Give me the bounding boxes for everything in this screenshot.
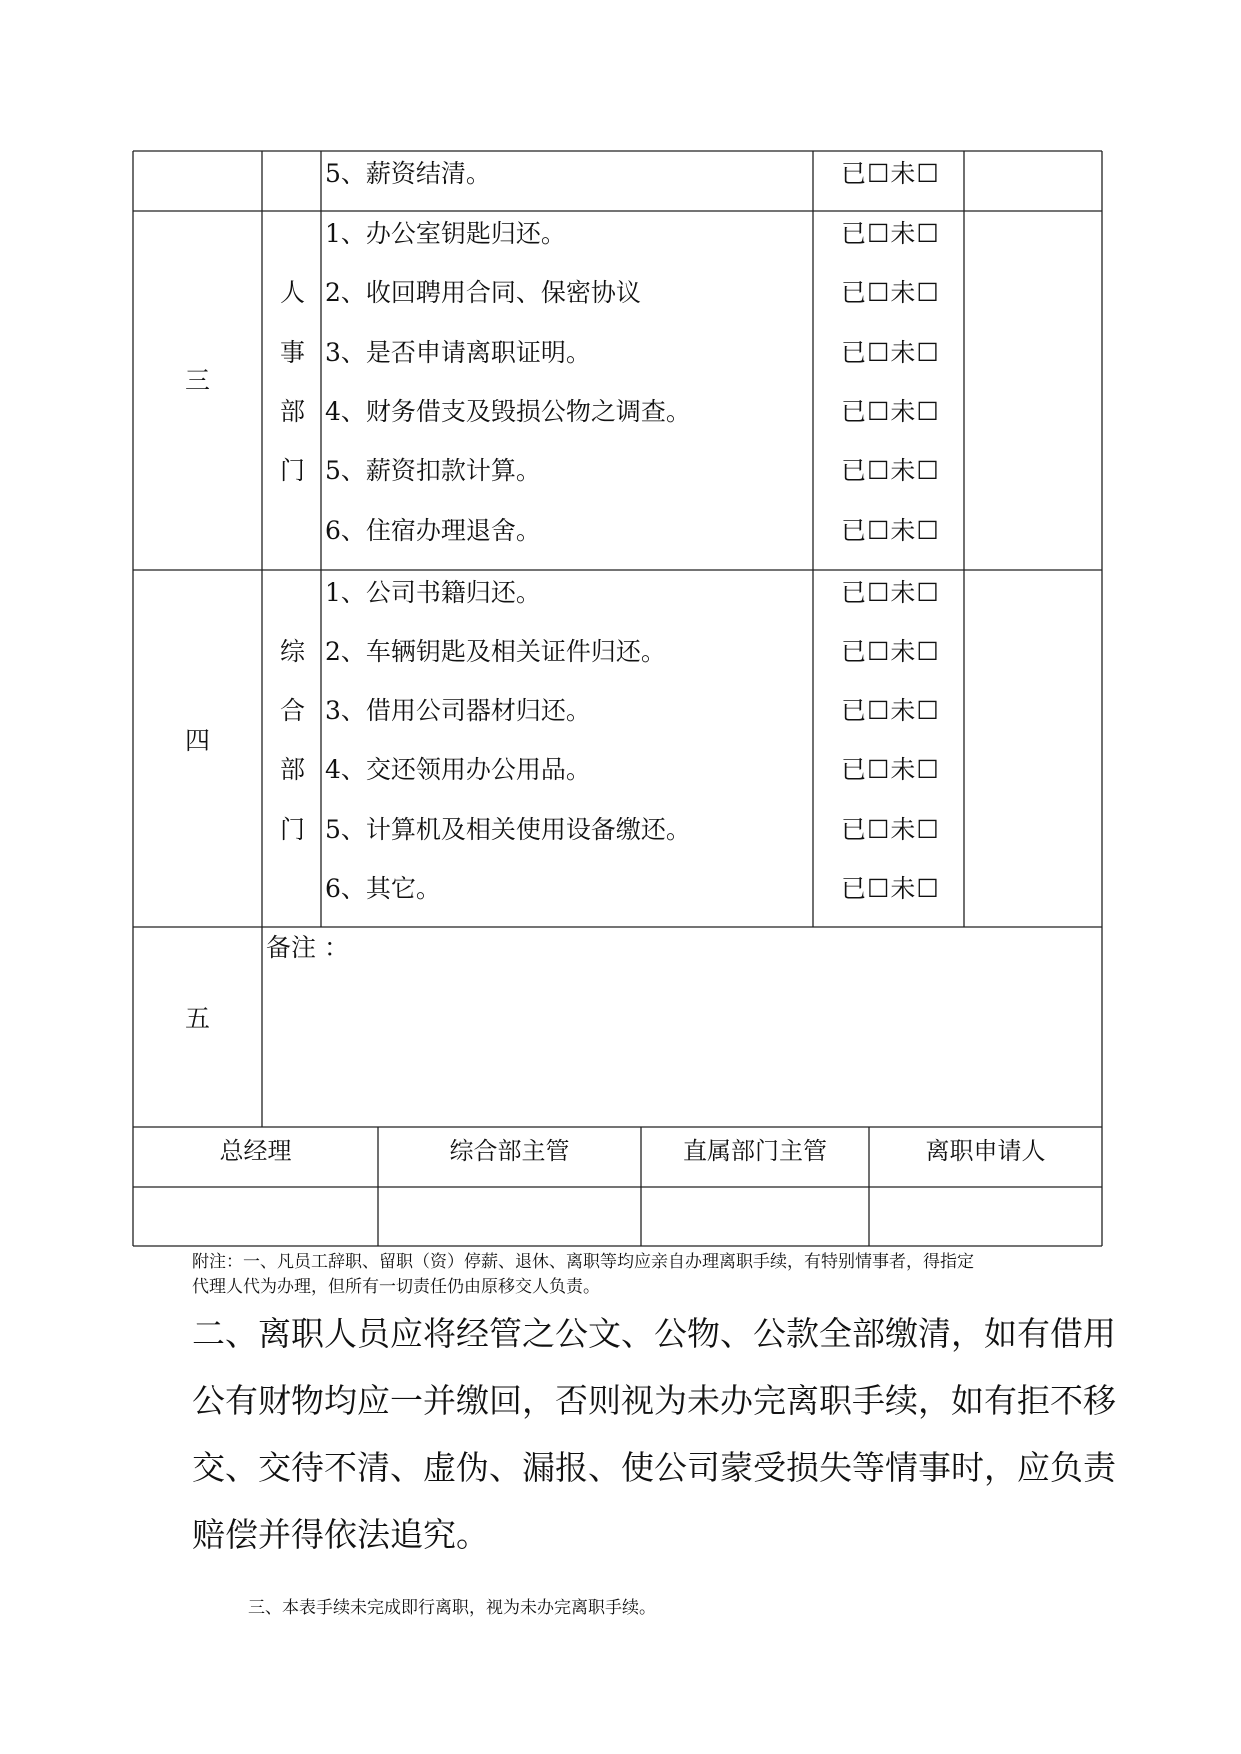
- note-2-line: 赔偿并得依法追究。: [192, 1515, 489, 1554]
- signature-cell-general-manager[interactable]: [134, 1188, 377, 1245]
- note-1-line-2: 代理人代为办理，但所有一切责任仍由原移交人负责。: [192, 1277, 600, 1297]
- status-checkbox-pair[interactable]: 已☐未☐: [841, 456, 940, 485]
- status-checkbox-pair[interactable]: 已☐未☐: [841, 578, 940, 607]
- checklist-item: 1、公司书籍归还。: [325, 578, 541, 607]
- signature-cell-admin-supervisor[interactable]: [379, 1188, 640, 1245]
- checklist-item: 1、办公室钥匙归还。: [325, 219, 566, 248]
- status-checkbox-pair[interactable]: 已☐未☐: [841, 874, 940, 903]
- checklist-item: 2、车辆钥匙及相关证件归还。: [325, 637, 666, 666]
- status-checkbox-pair[interactable]: 已☐未☐: [841, 338, 940, 367]
- note-2-line: 二、离职人员应将经管之公文、公物、公款全部缴清，如有借用: [192, 1314, 1116, 1353]
- status-checkbox-pair[interactable]: 已☐未☐: [841, 516, 940, 545]
- checklist-item: 3、是否申请离职证明。: [325, 338, 591, 367]
- dept-char: 门: [280, 815, 306, 844]
- dept-char: 综: [280, 637, 306, 666]
- status-checkbox-pair[interactable]: 已☐未☐: [841, 219, 940, 248]
- checklist-item: 6、其它。: [325, 874, 441, 903]
- status-checkbox-pair[interactable]: 已☐未☐: [841, 397, 940, 426]
- dept-char: 部: [280, 755, 306, 784]
- dept-char: 事: [280, 338, 306, 367]
- checklist-item: 5、计算机及相关使用设备缴还。: [325, 815, 691, 844]
- note-3: 三、本表手续未完成即行离职，视为未办完离职手续。: [248, 1598, 656, 1618]
- checklist-item: 4、财务借支及毁损公物之调查。: [325, 397, 691, 426]
- note-2-line: 公有财物均应一并缴回，否则视为未办完离职手续，如有拒不移: [192, 1381, 1116, 1420]
- checklist-item: 4、交还领用办公用品。: [325, 755, 591, 784]
- section-number-4: 四: [185, 726, 211, 755]
- checklist-item: 3、借用公司器材归还。: [325, 696, 591, 725]
- section-number-5: 五: [185, 1004, 211, 1033]
- signature-header-general-manager: 总经理: [219, 1137, 292, 1165]
- signature-cell-direct-supervisor[interactable]: [642, 1188, 868, 1245]
- dept-char: 合: [280, 696, 306, 725]
- section-number-3: 三: [185, 366, 211, 395]
- status-checkbox-pair[interactable]: 已☐未☐: [841, 755, 940, 784]
- note-2-line: 交、交待不清、虚伪、漏报、使公司蒙受损失等情事时，应负责: [192, 1448, 1116, 1487]
- signature-header-admin-supervisor: 综合部主管: [449, 1137, 570, 1165]
- dept-char: 门: [280, 456, 306, 485]
- signature-header-direct-supervisor: 直属部门主管: [683, 1137, 827, 1165]
- signature-header-applicant: 离职申请人: [925, 1137, 1046, 1165]
- item-salary-settlement: 5、薪资结清。: [325, 159, 491, 188]
- checklist-item: 5、薪资扣款计算。: [325, 456, 541, 485]
- checklist-item: 6、住宿办理退舍。: [325, 516, 541, 545]
- status-checkbox-pair[interactable]: 已☐未☐: [841, 696, 940, 725]
- status-checkbox-pair[interactable]: 已☐未☐: [841, 815, 940, 844]
- signature-cell-applicant[interactable]: [870, 1188, 1101, 1245]
- status-checkbox-pair[interactable]: 已☐未☐: [841, 159, 940, 188]
- remarks-label: 备注 ：: [266, 933, 349, 962]
- status-checkbox-pair[interactable]: 已☐未☐: [841, 278, 940, 307]
- note-1-line-1: 附注：一、凡员工辞职、留职（资）停薪、退休、离职等均应亲自办理离职手续，有特别情事者，得指定: [192, 1252, 974, 1272]
- remarks-field[interactable]: [266, 966, 1096, 1122]
- dept-char: 部: [280, 397, 306, 426]
- dept-char: 人: [280, 278, 306, 307]
- status-checkbox-pair[interactable]: 已☐未☐: [841, 637, 940, 666]
- checklist-item: 2、收回聘用合同、保密协议: [325, 278, 641, 307]
